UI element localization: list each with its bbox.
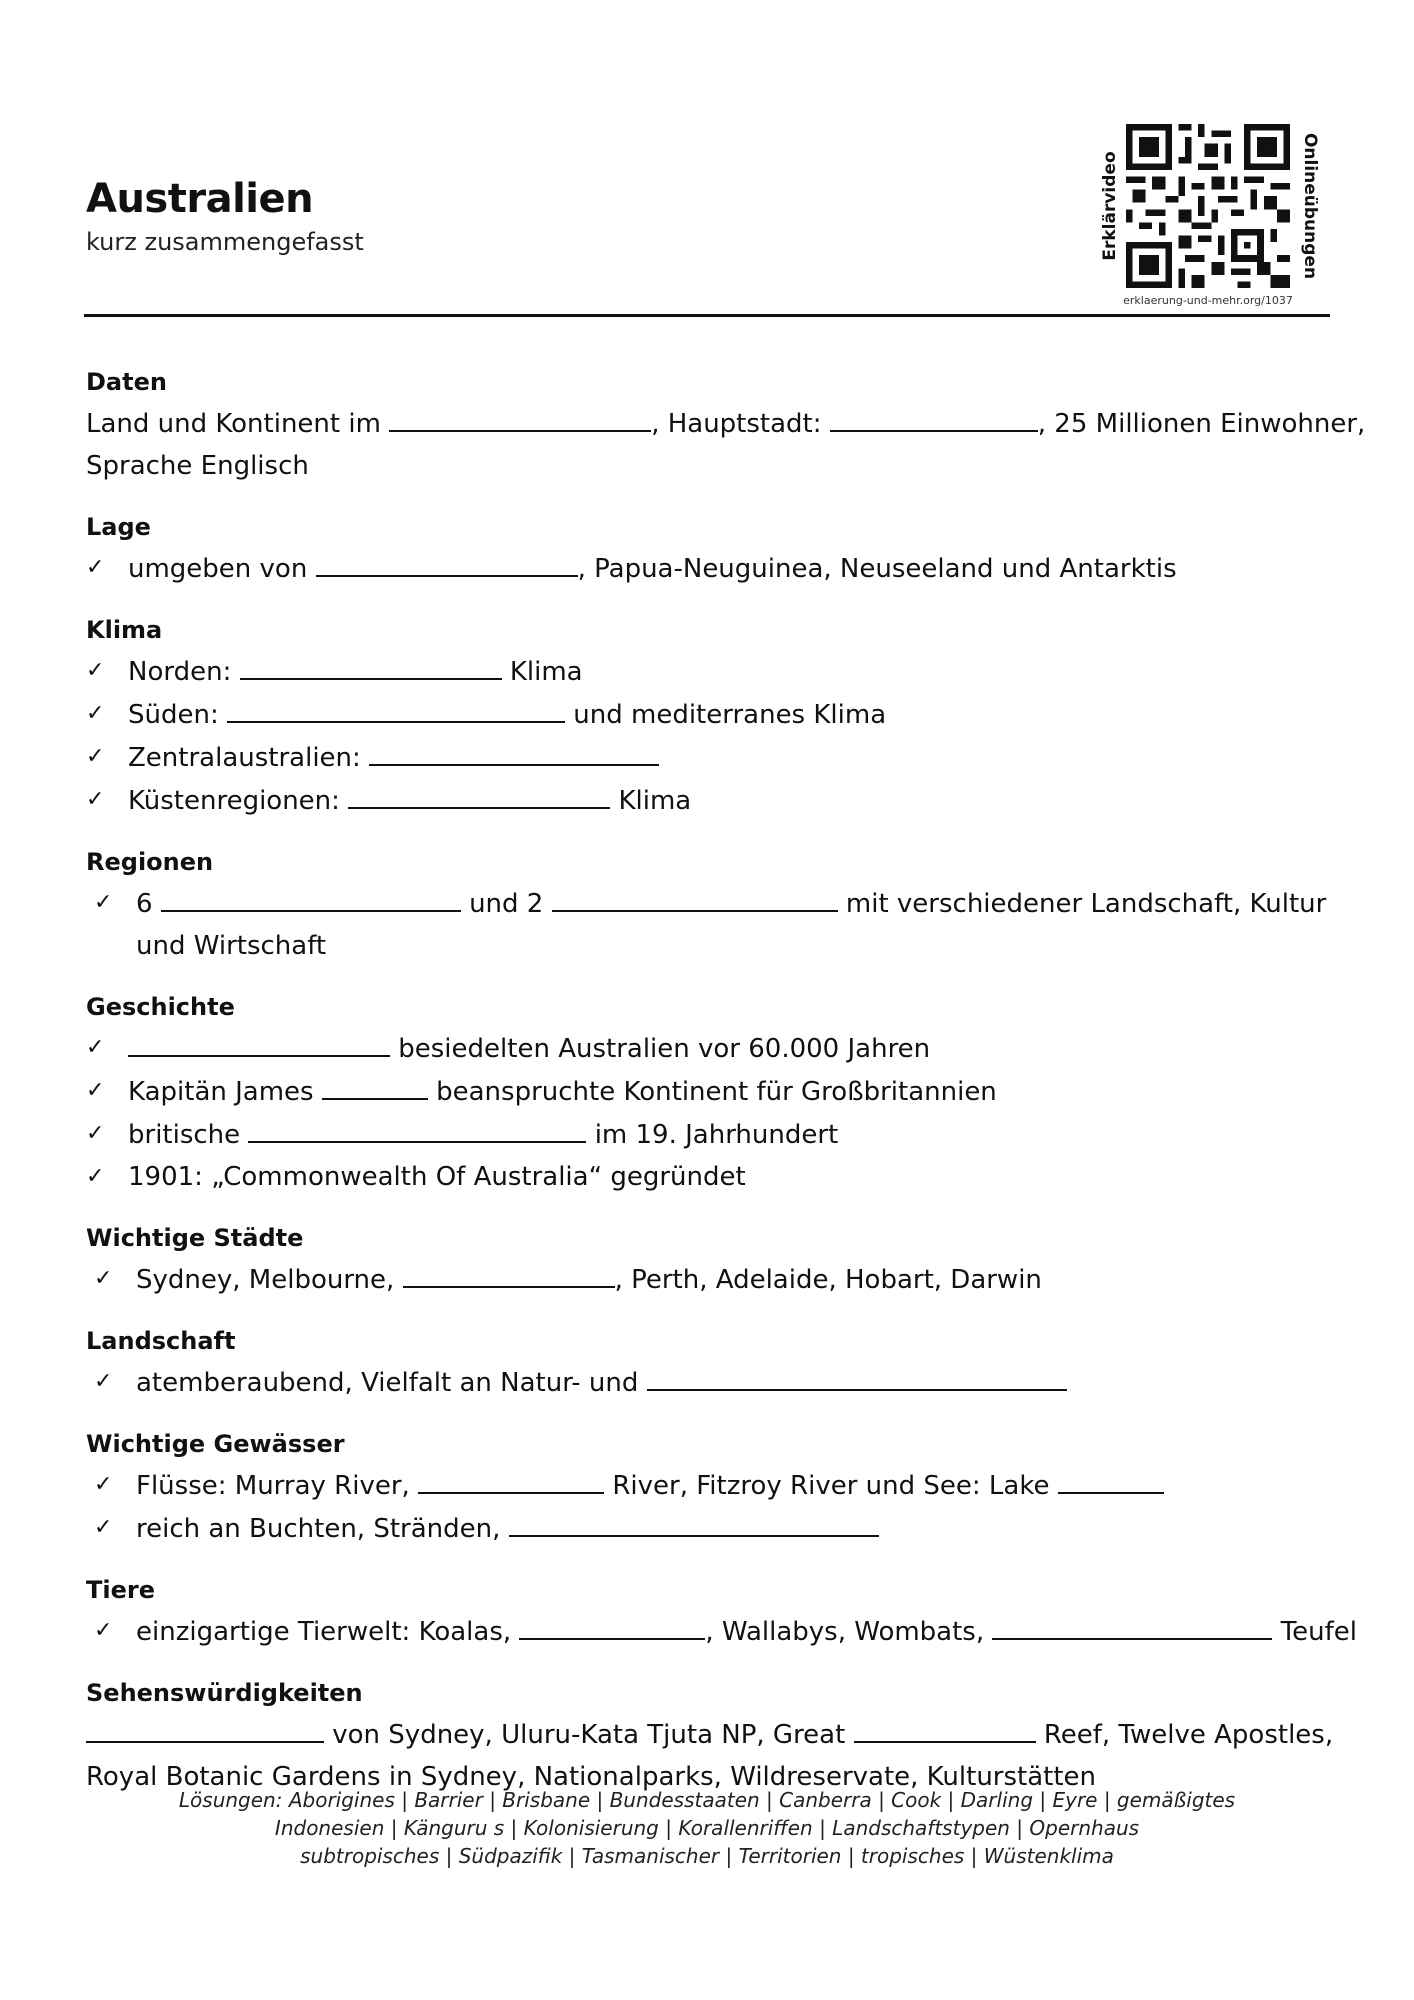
- section-heading: Landschaft: [86, 1327, 236, 1355]
- text: Zentralaustralien:: [128, 743, 361, 773]
- section-heading: Klima: [86, 616, 163, 644]
- section-heading: Lage: [86, 513, 151, 541]
- text: Land und Kontinent im: [86, 409, 381, 439]
- checkmark-icon: ✓: [94, 1369, 113, 1394]
- answer-blank[interactable]: [248, 1113, 586, 1143]
- header-divider: [84, 314, 1330, 317]
- answer-blank[interactable]: [509, 1507, 879, 1537]
- text-line: Royal Botanic Gardens in Sydney, Nationalparks, Wildreservate, Kulturstätten: [86, 1762, 1097, 1792]
- answer-blank[interactable]: [227, 693, 565, 723]
- section-klima: [86, 610, 1336, 822]
- section-heading: Wichtige Gewässer: [86, 1430, 345, 1458]
- text: beanspruchte Kontinent für Großbritannien: [436, 1077, 997, 1107]
- checkmark-icon: ✓: [86, 701, 105, 726]
- text: , Perth, Adelaide, Hobart, Darwin: [614, 1265, 1042, 1295]
- list-item: [86, 1027, 1336, 1070]
- section-heading: Geschichte: [86, 993, 235, 1021]
- page-subtitle: kurz zusammengefasst: [86, 228, 364, 256]
- checkmark-icon: ✓: [94, 1618, 113, 1643]
- checkmark-icon: ✓: [86, 1078, 105, 1103]
- page-title: Australien: [86, 176, 314, 222]
- text: und 2: [469, 889, 544, 919]
- section-landschaft: [86, 1321, 1336, 1404]
- answer-blank[interactable]: [418, 1464, 604, 1494]
- section-tiere: [86, 1570, 1357, 1653]
- text: atemberaubend, Vielfalt an Natur- und: [136, 1368, 639, 1398]
- answer-blank[interactable]: [854, 1713, 1036, 1743]
- text-line: Sprache Englisch: [86, 451, 309, 481]
- qr-block: [1090, 118, 1330, 314]
- list-item: [86, 1361, 1336, 1404]
- text-line: [86, 1713, 1336, 1756]
- answer-blank[interactable]: [552, 882, 838, 912]
- section-staedte: [86, 1218, 1336, 1301]
- section-heading: Wichtige Städte: [86, 1224, 304, 1252]
- text: britische: [128, 1120, 241, 1150]
- text: Reef, Twelve Apostles,: [1043, 1720, 1334, 1750]
- checkmark-icon: ✓: [94, 1515, 113, 1540]
- text: einzigartige Tierwelt: Koalas,: [136, 1617, 512, 1647]
- section-heading: Daten: [86, 368, 167, 396]
- text: und mediterranes Klima: [573, 700, 887, 730]
- list-item: [86, 1507, 1336, 1550]
- text: von Sydney, Uluru-Kata Tjuta NP, Great: [332, 1720, 846, 1750]
- text: besiedelten Australien vor 60.000 Jahren: [398, 1034, 931, 1064]
- text: Küstenregionen:: [128, 786, 340, 816]
- text: Flüsse: Murray River,: [136, 1471, 410, 1501]
- list-item: [86, 547, 1336, 590]
- section-heading: Regionen: [86, 848, 214, 876]
- list-item: [86, 1070, 1336, 1113]
- text: Norden:: [128, 657, 232, 687]
- text: Kapitän James: [128, 1077, 314, 1107]
- text: Klima: [509, 657, 583, 687]
- text: , Hauptstadt:: [651, 409, 822, 439]
- qr-url[interactable]: erklaerung-und-mehr.org/1037: [1123, 294, 1293, 307]
- checkmark-icon: ✓: [86, 1035, 105, 1060]
- answer-blank[interactable]: [322, 1070, 428, 1100]
- checkmark-icon: ✓: [94, 890, 113, 915]
- qr-label-video: Erklärvideo: [1100, 151, 1120, 261]
- answer-blank[interactable]: [128, 1027, 390, 1057]
- section-heading: Sehenswürdigkeiten: [86, 1679, 363, 1707]
- answer-blank[interactable]: [86, 1713, 324, 1743]
- text: Süden:: [128, 700, 219, 730]
- text: River, Fitzroy River und See: Lake: [612, 1471, 1050, 1501]
- list-item: [86, 1113, 1336, 1156]
- section-sehenswuerdigkeiten: [86, 1673, 1336, 1798]
- solutions-line: Indonesien | Känguru s | Kolonisierung | Korallenriffen | Landschaftstypen | Opernhaus: [274, 1816, 1140, 1840]
- qr-code-icon[interactable]: [1126, 124, 1290, 288]
- solutions-line: subtropisches | Südpazifik | Tasmanischer | Territorien | tropisches | Wüstenklima: [300, 1844, 1114, 1868]
- answer-blank[interactable]: [348, 779, 610, 809]
- answer-blank[interactable]: [161, 882, 461, 912]
- qr-label-exercises: Onlineübungen: [1300, 132, 1320, 280]
- text: Klima: [618, 786, 692, 816]
- solutions-box: [100, 1786, 1314, 1870]
- checkmark-icon: ✓: [86, 1121, 105, 1146]
- text: , 25 Millionen Einwohner,: [1037, 409, 1366, 439]
- answer-blank[interactable]: [403, 1258, 615, 1288]
- text: Sydney, Melbourne,: [136, 1265, 395, 1295]
- answer-blank[interactable]: [369, 736, 659, 766]
- section-heading: Tiere: [86, 1576, 155, 1604]
- checkmark-icon: ✓: [86, 658, 105, 683]
- section-gewaesser: [86, 1424, 1336, 1550]
- text: umgeben von: [128, 554, 308, 584]
- text: 1901: „Commonwealth Of Australia“ gegründet: [128, 1162, 746, 1192]
- answer-blank[interactable]: [240, 650, 502, 680]
- solutions-line: Lösungen: Aborigines | Barrier | Brisbane | Bundesstaaten | Canberra | Cook | Darling | Eyre | gemäßigtes: [178, 1788, 1236, 1812]
- answer-blank[interactable]: [992, 1610, 1272, 1640]
- answer-blank[interactable]: [830, 402, 1038, 432]
- list-item: [86, 650, 1336, 693]
- checkmark-icon: ✓: [86, 1164, 105, 1189]
- list-item: [86, 693, 1336, 736]
- answer-blank[interactable]: [519, 1610, 705, 1640]
- list-item-continued: und Wirtschaft: [136, 931, 327, 961]
- checkmark-icon: ✓: [86, 787, 105, 812]
- checkmark-icon: ✓: [94, 1266, 113, 1291]
- list-item: [86, 1610, 1357, 1653]
- section-daten: [86, 362, 1366, 487]
- section-geschichte: [86, 987, 1336, 1198]
- text-line: [86, 402, 1366, 445]
- answer-blank[interactable]: [647, 1361, 1067, 1391]
- checkmark-icon: ✓: [94, 1472, 113, 1497]
- answer-blank[interactable]: [389, 402, 651, 432]
- answer-blank[interactable]: [1058, 1464, 1164, 1494]
- answer-blank[interactable]: [316, 547, 578, 577]
- list-item: [86, 1258, 1336, 1301]
- checkmark-icon: ✓: [86, 744, 105, 769]
- worksheet-content: [86, 362, 1366, 1818]
- list-item: [86, 779, 1336, 822]
- text: Teufel: [1280, 1617, 1357, 1647]
- list-item: [86, 736, 1336, 779]
- list-item: [86, 1156, 1336, 1198]
- text: , Wallabys, Wombats,: [705, 1617, 985, 1647]
- text: im 19. Jahrhundert: [594, 1120, 839, 1150]
- text: reich an Buchten, Stränden,: [136, 1514, 501, 1544]
- text: mit verschiedener Landschaft, Kultur: [845, 889, 1327, 919]
- checkmark-icon: ✓: [86, 555, 105, 580]
- section-lage: [86, 507, 1336, 590]
- list-item: [86, 882, 1336, 925]
- list-item: [86, 1464, 1336, 1507]
- section-regionen: [86, 842, 1336, 967]
- text: , Papua-Neuguinea, Neuseeland und Antarktis: [577, 554, 1177, 584]
- text: 6: [136, 889, 153, 919]
